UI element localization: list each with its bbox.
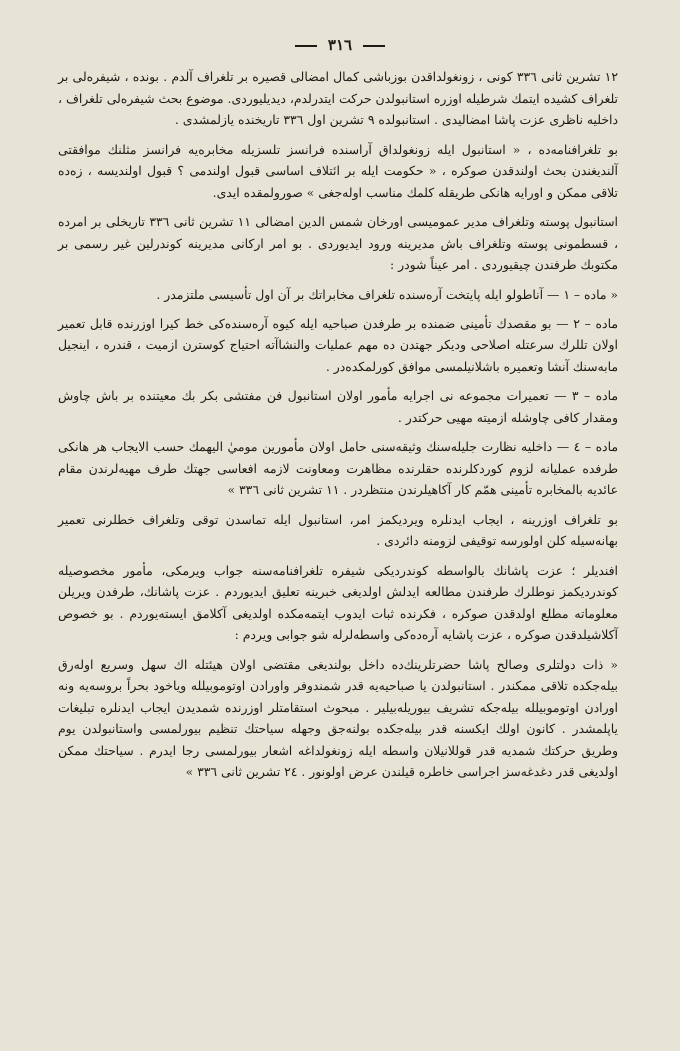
paragraph-gentlemen-address: افنديلر ؛ عزت پاشانك بالواسطه كوندرديكى شيفره تلغرافنامه‌سنه جواب ويرمكى، مأمور مخصوصيله كوندرديكمز نوطلرك طرفندن مطالعه ايدلش اولديغى خبرينه تعليق ايديوردم . عزت پاشانك، طرفدن ويريلن معلوماته مطلع اولدقدن صوكره ، فكرنده ثبات ايدوب ايتمه‌مكده اولديغى آكلامق ايسته‌يوردم . بو خصوص آكلاشيلدقدن صوكره ، عزت پاشايه آره‌ده‌كى واسطه‌لرله شو جوابى ويردم : — [58, 562, 618, 642]
paragraph-article-2: ماده – ٢ — بو مقصدك تأمينى ضمنده بر طرفدن صباحيه ايله كيوه آره‌سنده‌كى خط كيرا اوزرنده قابل تعمير اولان تللرك سرعتله اصلاحى وديكر جهتدن ده مهم عمليات والنشاآته احتياج كوسترن ازميت ، قندره ، اينجيل مابه‌سنك آنشا وتعميره باشلانيلمسى موافق كورلمكده‌در . — [58, 315, 618, 374]
body-text — [58, 66, 618, 791]
page-number-dash-left — [295, 45, 317, 47]
paragraph-article-3: ماده – ٣ — تعميرات مجموعه‌ نى اجرايه مأمور اولان استانبول فن مفتشى بكر بك معيتنده بر باش چاوش ومقدار كافى چاوشله ازميته مهيى حركتدر . — [58, 388, 618, 425]
paragraph-article-4: ماده – ٤ — داخليه نظارت جليله‌سنك وثيقه‌سنى حامل اولان مأمورين موميٰ اليهمك حسب الايجاب هر هانكى طرفده عمليانه لزوم كوردكلرنده حقلرنده مظاهرت ومعاونت لازمه افعاسى جهتك طرف مهيه‌لرندن مقام عائديه بالمخابره تأمينى همّم كار آكاهيلرندن منتظردر . ١١ تشرين ثانى ٣٣٦ » — [58, 439, 618, 497]
paragraph-order-response: بو تلغراف اوزرينه ، ايجاب ايدنلره ويرديكمز امر، استانبول ايله تماسدن توقى وتلغراف خطلرنى تعمير بهانه‌سيله كلن اولورسه توقيفى لزومنه دائردى . — [58, 511, 618, 548]
paragraph-telegram-received: ١٢ تشرين ثانى ٣٣٦ كونى ، زونغولداقدن بوزباشى كمال امضالى قصيره بر تلغراف آلدم . بونده ، شيفره‌لى بر تلغراف كشيده ايتمك شرطيله اوزره استانبولدن حركت ايتدرلدم، ديديليوردى. موضوع بحث شيفره‌لى تلغراف ، داخليه ناظرى عزت پاشا امضاليدى . استانبولده ٩ تشرين اول ٣٣٦ تاريخنده يازلمشدى . — [58, 69, 618, 127]
page-number — [0, 36, 680, 54]
paragraph-post-telegraph-order: استانبول پوسته وتلغراف مدير عمومیسى اورخان شمس الدين امضالى ١١ تشرين ثانى ٣٣٦ تاريخلى بر امرده ، قسطمونى پوسته وتلغراف باش مديرينه ورود ايديوردى . بو امر اركانى مديرينه كوندرلين غير رسمى بر مكتوبك طرفندن چيقيوردى . امر عيناً شودر : — [58, 214, 618, 272]
paragraph-reply-quote: « ذات دولتلرى وصالح پاشا حضرتلرينك‌ده داخل بولنديغى مقتضى اولان هيئتله اك سهل وسريع اوله‌رق بيله‌جكده تلاقى ممكندر . استانبولدن يا صباحيه‌يه قدر شمندوفر واورادن اوتوموبيلله وياخود بحراً بروسه‌يه ونه اورادن اوتوموبيلله بيله‌جكه تشريف بيوريله‌بيلير . مبحوث استقامتلر اوزرنده شمدیدن ايجاب ايدنلره تبليغات ياپلمشدر . كانون اولك ايكسنه قدر بيله‌جكده بولنه‌جق وجهله سياحتك تنظيم بيورلمسى واستانبولدن يوم وطريق حركتك شمديه قدر قوللانيلان واسطه ايله زونغولداغه اشعار بيورلمسى رجا ايدرم . سياحتك ممكن اولديغى قدر دغدغه‌سز اجراسى خاطره قيلندن عرض اولونور . ٢٤ تشرين ثانى ٣٣٦ » — [58, 656, 618, 779]
page-number-dash-right — [363, 45, 385, 47]
page-number-text: ٣١٦ — [327, 36, 353, 54]
paragraph-article-1: « ماده – ١ — آناطولو ايله پايتخت آره‌سنده تلغراف مخابراتك بر آن اول تأسيسى ملتزمدر . — [156, 286, 618, 302]
paragraph-telegram-content: بو تلغرافنامه‌ده ، « استانبول ايله زونغولداق آراسنده فرانسز تلسزيله مخابره‌يه فرانسز مثلنك موافقتى آلنديغندن بحث اولندقدن صوكره ، « حكومت ايله بر ائتلاف اساسى قبول اولندمى ؟ قبول اولنديسه ، زه‌ده تلاقى ممكن و اورايه هانكى طريقله كلمك مناسب اوله‌جغى » صورولمقده ايدى. — [58, 141, 618, 200]
